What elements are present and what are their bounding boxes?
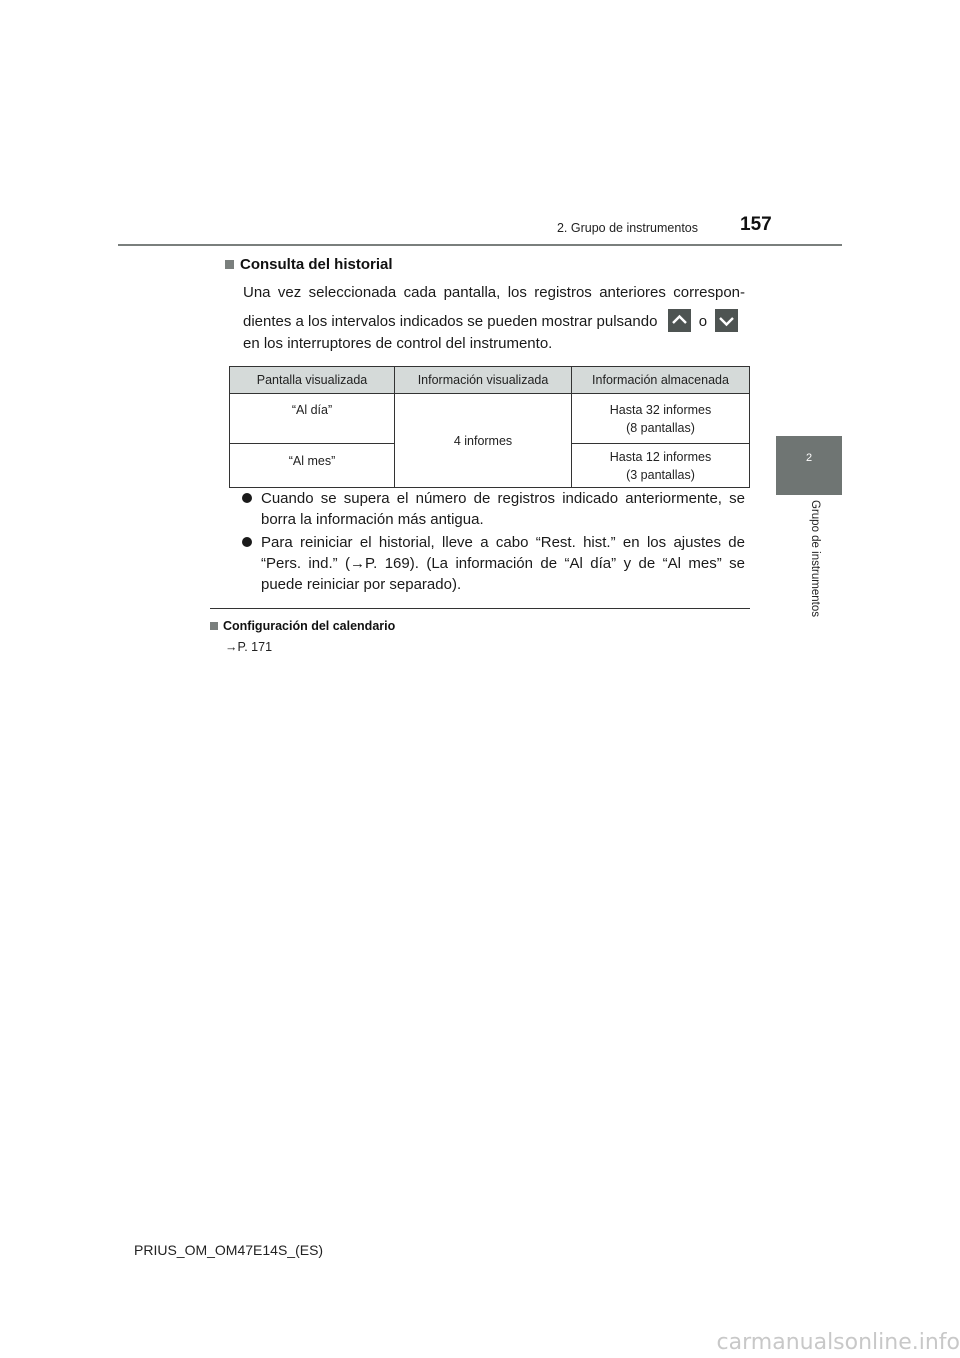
bullet-dot-icon [242, 537, 252, 547]
chapter-tab-label: Grupo de instrumentos [809, 500, 821, 617]
table-header-cell: Pantalla visualizada [230, 367, 395, 394]
table-row [230, 394, 750, 444]
watermark: carmanualsonline.info [716, 1330, 960, 1355]
intro-line-3: en los interruptores de control del instrumento. [243, 335, 553, 352]
chevron-up-icon [668, 309, 691, 332]
chapter-tab-number: 2 [805, 452, 813, 464]
table-cell-screen: “Al mes” [230, 444, 395, 488]
stored-line-2: (8 pantallas) [626, 420, 695, 435]
header-divider [118, 244, 842, 246]
bullet-2-line-1: Para reiniciar el historial, lleve a cabo “Rest. hist.” en los ajustes de [261, 534, 745, 551]
table-header-cell: Información visualizada [395, 367, 572, 394]
stored-line-1: Hasta 12 informes [609, 449, 712, 464]
bullet-1-line-2: borra la información más antigua. [261, 511, 484, 528]
bullet-2-line-2: “Pers. ind.” (→P. 169). (La información de “Al día” y de “Al mes” se [261, 555, 745, 572]
section-heading-text: Consulta del historial [240, 256, 393, 273]
chapter-tab [776, 436, 842, 495]
page-reference-link[interactable]: →P. 171 [225, 640, 273, 654]
intro-line-2-text: dientes a los intervalos indicados se pueden mostrar pulsando [243, 313, 658, 330]
note-heading [210, 619, 395, 633]
intro-line-1: Una vez seleccionada cada pantalla, los registros anteriores correspon- [243, 284, 745, 301]
intro-or: o [698, 313, 708, 330]
square-bullet-icon [210, 622, 218, 630]
table-cell-info: 4 informes [395, 394, 572, 488]
bullet-2-line-3: puede reiniciar por separado). [261, 576, 462, 593]
history-table [229, 366, 750, 488]
table-cell-screen: “Al día” [230, 394, 395, 444]
table-cell-stored [572, 444, 750, 488]
stored-line-2: (3 pantallas) [626, 467, 695, 482]
chevron-down-icon [715, 309, 738, 332]
section-heading [225, 256, 393, 273]
table-header-row [230, 367, 750, 394]
header-section-title: 2. Grupo de instrumentos [556, 221, 698, 235]
bullet-1-line-1: Cuando se supera el número de registros indicado anteriormente, se [261, 490, 745, 507]
note-heading-text: Configuración del calendario [223, 619, 396, 633]
square-bullet-icon [225, 260, 234, 269]
section-divider [210, 608, 750, 609]
page-number: 157 [740, 214, 772, 235]
table-header-cell: Información almacenada [572, 367, 750, 394]
document-code: PRIUS_OM_OM47E14S_(ES) [134, 1242, 324, 1258]
stored-line-1: Hasta 32 informes [609, 402, 712, 417]
bullet-dot-icon [242, 493, 252, 503]
table-cell-stored [572, 394, 750, 444]
